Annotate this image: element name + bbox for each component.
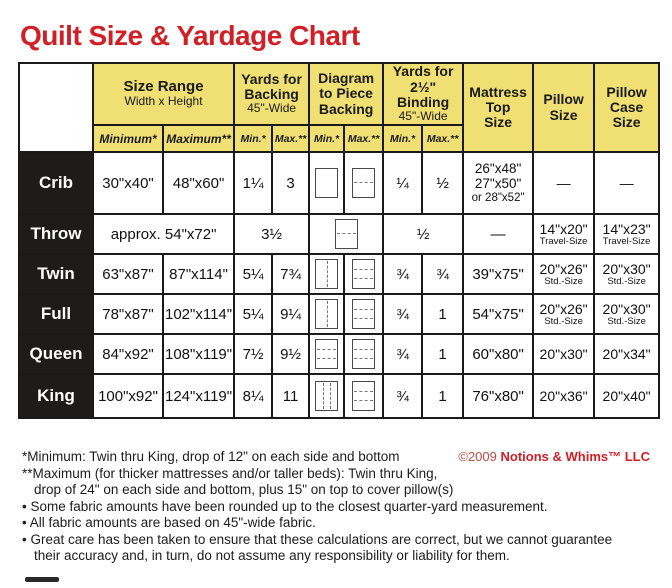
piecing-diagram-h2	[315, 339, 338, 369]
header-yards-binding: Yards for 2½" Binding 45"-Wide	[383, 63, 463, 125]
header-pillow-case-size: Pillow Case Size	[594, 63, 659, 152]
piecing-diagram-h2	[352, 339, 375, 369]
table-row-queen	[19, 334, 659, 374]
cell-binding-max: 1	[422, 334, 463, 374]
cell-yards-max: 7¾	[272, 254, 309, 294]
copyright-year: ©2009	[458, 449, 497, 464]
piecing-diagram-v1	[315, 299, 338, 329]
subheader-backing-min: Min.*	[234, 125, 272, 152]
piecing-diagram-v2	[315, 381, 338, 411]
subheader-binding-max: Max.**	[422, 125, 463, 152]
cell-yards-min: 5¼	[234, 254, 272, 294]
cell-size-max: 108"x119"	[163, 334, 234, 374]
table-row-king	[19, 374, 659, 418]
cell-mattress: 39"x75"	[463, 254, 533, 294]
cell-yards-min: 8¼	[234, 374, 272, 418]
cell-mattress: 76"x80"	[463, 374, 533, 418]
cell-size-max: 48"x60"	[163, 152, 234, 214]
cell-binding-max: 1	[422, 374, 463, 418]
cell-pillow: —	[533, 152, 594, 214]
scan-artifact	[25, 577, 59, 582]
cell-pillow: 20"x30"	[533, 334, 594, 374]
footnote-fabric-width: • All fabric amounts are based on 45"-wide fabric.	[22, 515, 316, 530]
piecing-diagram-h2	[352, 299, 375, 329]
cell-size-span: approx. 54"x72"	[93, 214, 234, 254]
header-pillow-size: Pillow Size	[533, 63, 594, 152]
row-label: Full	[19, 294, 93, 334]
cell-diagram-max	[344, 374, 383, 418]
cell-yards-span: 3½	[234, 214, 309, 254]
table-row-crib	[19, 152, 659, 214]
cell-diagram-min	[309, 152, 344, 214]
cell-yards-max: 9¼	[272, 294, 309, 334]
piecing-diagram-h2	[352, 259, 375, 289]
cell-pillow-case: 20"x34"	[594, 334, 659, 374]
cell-mattress: 60"x80"	[463, 334, 533, 374]
cell-binding-max: ¾	[422, 254, 463, 294]
footnote-rounding: • Some fabric amounts have been rounded up to the closest quarter-yard measurement.	[22, 498, 548, 514]
cell-yards-min: 1¼	[234, 152, 272, 214]
yardage-table	[18, 62, 660, 419]
cell-binding-min: ¼	[383, 152, 422, 214]
footnote-minimum: *Minimum: Twin thru King, drop of 12" on each side and bottom	[22, 449, 400, 464]
cell-binding-min: ¾	[383, 374, 422, 418]
row-label: Queen	[19, 334, 93, 374]
subheader-binding-min: Min.*	[383, 125, 422, 152]
cell-pillow: 14"x20" Travel-Size	[533, 214, 594, 254]
subheader-diagram-min: Min.*	[309, 125, 344, 152]
cell-yards-max: 3	[272, 152, 309, 214]
cell-size-max: 87"x114"	[163, 254, 234, 294]
cell-binding-max: ½	[422, 152, 463, 214]
row-label: Twin	[19, 254, 93, 294]
table-row-throw	[19, 214, 659, 254]
page-title: Quilt Size & Yardage Chart	[20, 20, 360, 51]
cell-mattress: 26"x48" 27"x50" or 28"x52"	[463, 152, 533, 214]
header-yards-backing: Yards for Backing 45"-Wide	[234, 63, 309, 125]
subheader-backing-max: Max.**	[272, 125, 309, 152]
copyright-name: Notions & Whims™ LLC	[500, 449, 650, 464]
row-label: Crib	[19, 152, 93, 214]
cell-diagram-min	[309, 334, 344, 374]
cell-pillow-case: —	[594, 152, 659, 214]
cell-diagram-max	[344, 294, 383, 334]
piecing-diagram-plain	[315, 168, 338, 198]
cell-pillow-case: 20"x30" Std.-Size	[594, 294, 659, 334]
cell-binding-span: ½	[383, 214, 463, 254]
footnote-maximum: **Maximum (for thicker mattresses and/or taller beds): Twin thru King,	[22, 465, 438, 481]
cell-diagram-min	[309, 374, 344, 418]
piecing-diagram-h2	[352, 381, 375, 411]
table-row-twin	[19, 254, 659, 294]
cell-diagram-max	[344, 254, 383, 294]
cell-size-max: 102"x114"	[163, 294, 234, 334]
subheader-diagram-max: Max.**	[344, 125, 383, 152]
footnote-disclaimer-cont: their accuracy and, in turn, do not assume any responsibility or liability for them.	[34, 548, 510, 563]
header-row-groups	[19, 63, 659, 125]
cell-diagram-min	[309, 294, 344, 334]
cell-pillow: 20"x26" Std.-Size	[533, 254, 594, 294]
cell-binding-min: ¾	[383, 254, 422, 294]
cell-size-max: 124"x119"	[163, 374, 234, 418]
cell-pillow: 20"x36"	[533, 374, 594, 418]
footnote-disclaimer: • Great care has been taken to ensure that these calculations are correct, but we cannot guarantee	[22, 531, 613, 547]
footnotes	[22, 449, 652, 565]
cell-size-min: 100"x92"	[93, 374, 163, 418]
cell-diagram-min	[309, 254, 344, 294]
cell-binding-max: 1	[422, 294, 463, 334]
cell-binding-min: ¾	[383, 294, 422, 334]
cell-yards-max: 9½	[272, 334, 309, 374]
copyright	[458, 449, 650, 464]
cell-yards-min: 5¼	[234, 294, 272, 334]
table-row-full	[19, 294, 659, 334]
cell-size-min: 84"x92"	[93, 334, 163, 374]
piecing-diagram-h1	[352, 168, 375, 198]
cell-diagram-max	[344, 152, 383, 214]
footnote-maximum-cont: drop of 24" on each side and bottom, plus 15" on top to cover pillow(s)	[34, 482, 454, 497]
cell-size-min: 63"x87"	[93, 254, 163, 294]
subheader-minimum: Minimum*	[93, 125, 163, 152]
cell-pillow: 20"x26" Std.-Size	[533, 294, 594, 334]
cell-yards-max: 11	[272, 374, 309, 418]
piecing-diagram-v1	[315, 259, 338, 289]
corner-cell	[19, 63, 93, 152]
header-mattress-top-size: Mattress Top Size	[463, 63, 533, 152]
header-size-range: Size Range Width x Height	[93, 63, 234, 125]
cell-pillow-case: 20"x30" Std.-Size	[594, 254, 659, 294]
row-label: Throw	[19, 214, 93, 254]
cell-yards-min: 7½	[234, 334, 272, 374]
cell-size-min: 78"x87"	[93, 294, 163, 334]
cell-pillow-case: 20"x40"	[594, 374, 659, 418]
piecing-diagram-h1	[335, 219, 358, 249]
cell-size-min: 30"x40"	[93, 152, 163, 214]
cell-diagram-max	[344, 334, 383, 374]
cell-mattress: —	[463, 214, 533, 254]
cell-binding-min: ¾	[383, 334, 422, 374]
subheader-maximum: Maximum**	[163, 125, 234, 152]
header-diagram-piece-backing: Diagram to Piece Backing	[309, 63, 383, 125]
row-label: King	[19, 374, 93, 418]
cell-diagram-span	[309, 214, 383, 254]
cell-mattress: 54"x75"	[463, 294, 533, 334]
cell-pillow-case: 14"x23" Travel-Size	[594, 214, 659, 254]
